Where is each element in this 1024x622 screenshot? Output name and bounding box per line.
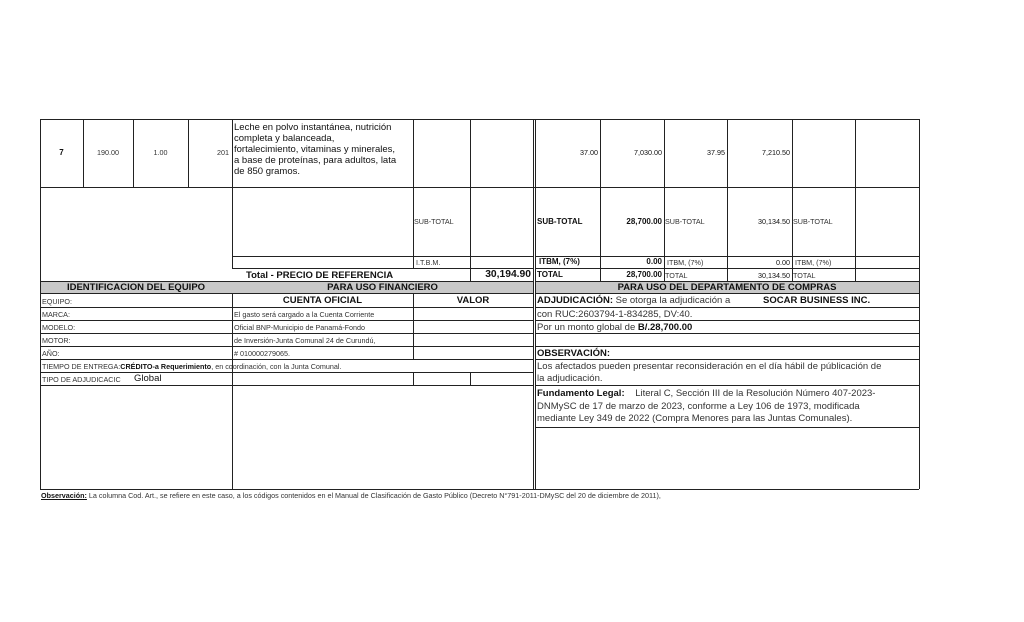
quote-total-label-3: TOTAL <box>793 271 816 280</box>
adjudicacion-empresa: SOCAR BUSINESS INC. <box>763 295 871 306</box>
item-unit-price-1: 37.00 <box>580 148 598 157</box>
item-total-1: 7,030.00 <box>634 148 662 157</box>
quote-subtotal-label-3: SUB-TOTAL <box>793 217 833 226</box>
financiero-header: PARA USO FINANCIERO <box>327 282 438 293</box>
ref-total-label: Total - PRECIO DE REFERENCIA <box>246 270 394 281</box>
grid-line <box>792 119 793 281</box>
tiempo-label: TIEMPO DE ENTREGA: <box>42 362 121 371</box>
footer-label: Observación: <box>41 491 87 500</box>
quote-itbm-label-2: ITBM, (7%) <box>667 258 704 267</box>
field-equipo: EQUIPO: <box>42 297 72 306</box>
grid-line <box>40 307 533 308</box>
equipo-header: IDENTIFICACION DEL EQUIPO <box>66 282 206 293</box>
grid-line <box>535 427 919 428</box>
grid-line <box>535 359 919 360</box>
field-marca: MARCA: <box>42 310 70 319</box>
item-description <box>234 122 396 177</box>
grid-line <box>40 346 533 347</box>
tiempo-bold: CRÉDITO-a Requerimiento <box>120 362 212 371</box>
grid-line <box>919 119 920 489</box>
description-line: fortalecimiento, vitaminas y minerales, <box>234 144 396 155</box>
grid-line <box>232 293 233 489</box>
fundamento-line: mediante Ley 349 de 2022 (Compra Menores para las Juntas Comunales). <box>537 413 853 424</box>
quote-itbm-2: 0.00 <box>776 258 790 267</box>
description-line: Leche en polvo instantánea, nutrición <box>234 122 392 133</box>
fundamento-line: DNMySC de 17 de marzo de 2023, conforme a Ley 106 de 1973, modificada <box>537 401 860 412</box>
grid-line <box>40 385 533 386</box>
grid-line <box>535 119 536 489</box>
adjudicacion-text: Se otorga la adjudicación a <box>615 295 731 306</box>
field-ano: AÑO: <box>42 349 60 358</box>
tiempo-rest: , en coordinación, con la Junta Comunal. <box>211 362 342 371</box>
tiempo-entrega <box>42 362 341 372</box>
grid-line <box>535 333 919 334</box>
grid-line <box>413 119 414 268</box>
quote-itbm-label-3: ITBM, (7%) <box>795 258 832 267</box>
grid-line <box>855 119 856 281</box>
grid-line <box>470 372 471 385</box>
tipo-adjudicacion-label: TIPO DE ADJUDICACIC <box>42 375 121 384</box>
quote-subtotal-2: 30,134.50 <box>758 217 790 226</box>
grid-line <box>470 119 471 281</box>
grid-line <box>40 293 533 294</box>
grid-line <box>535 307 919 308</box>
adjudicacion-line <box>537 295 730 306</box>
item-cod-art: 201 <box>217 148 229 157</box>
quote-total-label-2: TOTAL <box>665 271 688 280</box>
grid-line <box>664 119 665 281</box>
grid-line <box>40 119 919 120</box>
description-line: completa y balanceada, <box>234 133 335 144</box>
adjudicacion-label: ADJUDICACIÓN: <box>537 295 613 306</box>
grid-line <box>232 256 533 257</box>
quote-subtotal-label: SUB-TOTAL <box>537 217 583 226</box>
tipo-adjudicacion-value: Global <box>134 373 162 384</box>
grid-line <box>40 187 919 188</box>
footer-note <box>41 491 661 501</box>
observacion-label: OBSERVACIÓN: <box>537 348 611 359</box>
field-modelo: MODELO: <box>42 323 76 332</box>
grid-line <box>232 119 233 268</box>
ref-total-value: 30,194.90 <box>485 269 531 280</box>
ref-subtotal-label: SUB-TOTAL <box>414 217 454 226</box>
fundamento-text: Literal C, Sección III de la Resolución Número 407-2023- <box>635 388 876 399</box>
monto-text: Por un monto global de <box>537 322 638 333</box>
cuenta-oficial-header: CUENTA OFICIAL <box>282 295 363 306</box>
quote-subtotal-1: 28,700.00 <box>626 217 662 226</box>
item-unidad: 1.00 <box>153 148 168 157</box>
observacion-line: la adjudicación. <box>537 373 603 384</box>
quote-total-1: 28,700.00 <box>626 270 662 279</box>
grid-line <box>535 385 919 386</box>
grid-line <box>413 372 414 385</box>
valor-header: VALOR <box>456 295 490 306</box>
cuenta-line: de Inversión-Junta Comunal 24 de Curundú, <box>234 336 376 345</box>
footer-text: La columna Cod. Art., se refiere en este caso, a los códigos contenidos en el Manual de Clasificación de Gasto Público (Decreto N°791-2011-DMySC del 20 de diciembre de 2011), <box>86 491 661 500</box>
observacion-line: Los afectados pueden presentar reconsideración en el día hábil de públicación de <box>537 361 882 372</box>
fundamento-label: Fundamento Legal: <box>537 388 625 399</box>
grid-line <box>40 359 533 360</box>
grid-line <box>535 293 919 294</box>
grid-line <box>727 119 728 281</box>
quote-itbm-1: 0.00 <box>646 257 662 266</box>
cuenta-line: # 010000279065. <box>234 349 290 358</box>
item-renglon: 7 <box>59 148 64 157</box>
field-motor: MOTOR: <box>42 336 71 345</box>
quote-total-2: 30,134.50 <box>758 271 790 280</box>
cuenta-line: Oficial BNP-Municipio de Panamá-Fondo <box>234 323 366 332</box>
quote-total-label: TOTAL <box>537 270 563 279</box>
compras-header: PARA USO DEL DEPARTAMENTO DE COMPRAS <box>617 282 837 293</box>
quote-itbm-label: ITBM, (7%) <box>539 257 580 266</box>
grid-line <box>535 320 919 321</box>
grid-line <box>40 372 533 373</box>
description-line: a base de proteínas, para adultos, lata <box>234 155 397 166</box>
fundamento-line-1 <box>537 388 875 399</box>
quote-subtotal-label-2: SUB-TOTAL <box>665 217 705 226</box>
grid-line <box>40 320 533 321</box>
grid-line <box>40 333 533 334</box>
description-line: de 850 gramos. <box>234 166 301 177</box>
ref-itbm-label: I.T.B.M. <box>416 258 441 267</box>
grid-line <box>40 489 919 490</box>
item-total-2: 7,210.50 <box>762 148 790 157</box>
grid-line <box>533 119 534 489</box>
adjudicacion-ruc: con RUC:2603794-1-834285, DV:40. <box>537 309 693 320</box>
monto-line <box>537 322 692 333</box>
cuenta-line: El gasto será cargado a la Cuenta Corriente <box>234 310 375 319</box>
grid-line <box>40 119 41 489</box>
item-cantidad: 190.00 <box>97 148 119 157</box>
item-unit-price-2: 37.95 <box>707 148 725 157</box>
grid-line <box>535 346 919 347</box>
monto-value: B/.28,700.00 <box>637 322 693 333</box>
